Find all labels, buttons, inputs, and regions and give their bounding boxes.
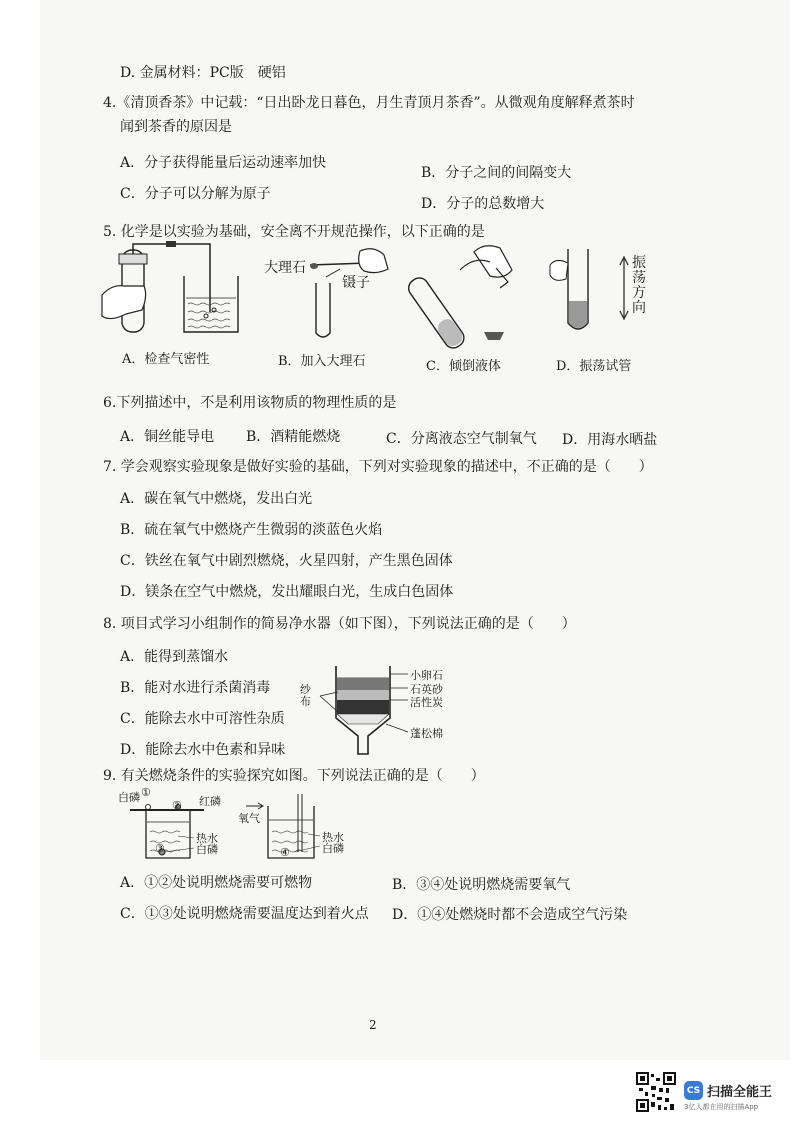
q6-option-a: A．铜丝能导电	[120, 429, 215, 445]
q9-label-white-phosphorus-2: 白磷	[322, 842, 344, 855]
q8-label-carbon: 活性炭	[410, 696, 443, 709]
figure-pour-liquid	[404, 240, 534, 345]
q9-mark-2: ②	[172, 799, 182, 812]
q9-label-red-phosphorus: 红磷	[199, 795, 221, 808]
q6-stem: 6.下列描述中，不是利用该物质的物理性质的是	[103, 395, 397, 411]
q8-label-gauze: 纱布	[300, 683, 311, 708]
q5-caption-a: A．检查气密性	[122, 352, 210, 367]
q5-label-marble: 大理石	[264, 260, 306, 276]
q3-option-d: D. 金属材料：PC版 硬铝	[120, 65, 286, 81]
q8-label-sand: 石英砂	[410, 683, 443, 696]
q4-option-a: A．分子获得能量后运动速率加快	[120, 155, 327, 171]
q6-option-c: C．分离液态空气制氧气	[386, 431, 537, 447]
q9-stem: 9. 有关燃烧条件的实验探究如图。下列说法正确的是（ ）	[103, 768, 485, 784]
q9-mark-1: ①	[141, 786, 151, 799]
q9-label-white-phosphorus: 白磷	[118, 791, 140, 804]
q9-mark-4: ④	[280, 846, 290, 859]
q5-caption-b: B．加入大理石	[278, 354, 366, 369]
q4-option-b: B．分子之间的间隔变大	[421, 165, 572, 181]
q6-option-d: D．用海水晒盐	[562, 432, 658, 448]
q5-stem: 5. 化学是以实验为基础，安全离不开规范操作，以下正确的是	[103, 224, 485, 240]
figure-airtightness-check	[98, 240, 258, 340]
q7-option-b: B．硫在氧气中燃烧产生微弱的淡蓝色火焰	[120, 522, 383, 538]
q4-stem-line2: 闻到茶香的原因是	[120, 119, 232, 135]
q9-option-a: A．①②处说明燃烧需要可燃物	[120, 875, 313, 891]
q5-label-shake-direction: 振荡方向	[632, 255, 646, 316]
q7-option-c: C．铁丝在氧气中剧烈燃烧，火星四射，产生黑色固体	[120, 553, 453, 569]
q8-label-cotton: 蓬松棉	[410, 727, 443, 740]
q5-caption-c: C．倾倒液体	[426, 359, 501, 374]
q9-label-hot-water-1: 热水	[196, 832, 218, 845]
q7-option-a: A．碳在氧气中燃烧，发出白光	[120, 491, 313, 507]
q5-label-tweezers: 镊子	[342, 275, 370, 291]
q8-option-d: D．能除去水中色素和异味	[120, 742, 286, 758]
q8-option-c: C．能除去水中可溶性杂质	[120, 711, 285, 727]
qr-code-icon	[636, 1072, 676, 1112]
q4-option-d: D．分子的总数增大	[421, 196, 545, 212]
q7-option-d: D．镁条在空气中燃烧，发出耀眼白光，生成白色固体	[120, 584, 454, 600]
q9-option-d: D．①④处燃烧时都不会造成空气污染	[392, 907, 628, 923]
q8-label-pebble: 小卵石	[410, 669, 443, 682]
q5-caption-d: D．振荡试管	[556, 359, 632, 374]
q8-option-a: A．能得到蒸馏水	[120, 649, 229, 665]
camscanner-app-name: 扫描全能王	[707, 1085, 773, 1100]
q9-label-oxygen: 氧气	[238, 812, 260, 825]
camscanner-logo-icon: CS	[684, 1081, 703, 1100]
q8-stem: 8. 项目式学习小组制作的简易净水器（如下图），下列说法正确的是（ ）	[103, 616, 576, 632]
q4-stem-line1: 4.《清顶香茶》中记载：“日出卧龙日暮色，月生青顶月茶香”。从微观角度解释煮茶时	[103, 95, 635, 111]
q9-option-c: C．①③处说明燃烧需要温度达到着火点	[120, 906, 369, 922]
camscanner-tagline: 3亿人都在用的扫描App	[684, 1103, 759, 1111]
page-number: 2	[369, 1018, 377, 1032]
q8-option-b: B．能对水进行杀菌消毒	[120, 680, 271, 696]
q9-label-hot-water-2: 热水	[322, 831, 344, 844]
q9-mark-3: ③	[155, 842, 165, 855]
q9-label-white-phosphorus-1: 白磷	[196, 843, 218, 856]
q9-option-b: B．③④处说明燃烧需要氧气	[392, 877, 571, 893]
q6-option-b: B．酒精能燃烧	[246, 429, 341, 445]
q7-stem: 7. 学会观察实验现象是做好实验的基础，下列对实验现象的描述中，不正确的是（ ）	[103, 459, 653, 475]
q4-option-c: C．分子可以分解为原子	[120, 186, 271, 202]
